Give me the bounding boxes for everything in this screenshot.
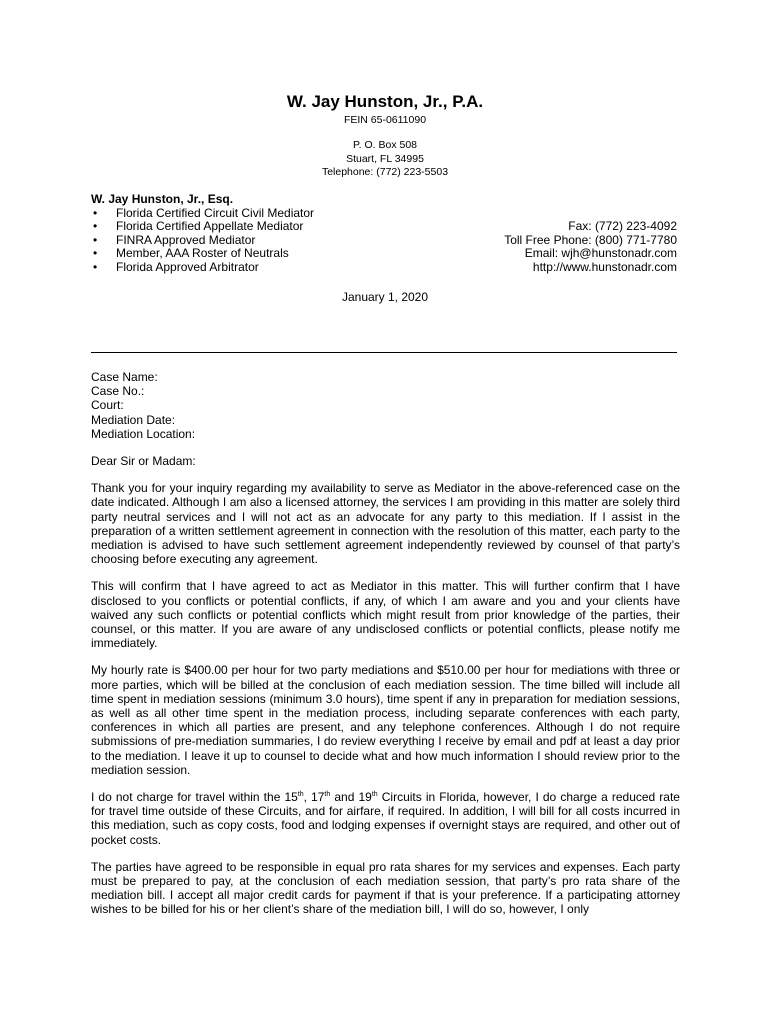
mediation-date-label: Mediation Date: [91, 412, 176, 427]
paragraph-travel: I do not charge for travel within the 15th, 17th and 19th Circuits in Florida, however, I do charge a reduced rate for travel time outside of these Circuits, and for airfare, if required. In addition, I will bill for all costs incurred in this mediation, such as copy costs, food and lodging expenses if overnight stays are required, and other out of pocket costs. [91, 790, 680, 847]
paragraph-payment: The parties have agreed to be responsible in equal pro rata shares for my services and expenses. Each party must be prepared to pay, at the conclusion of each mediation session, that party’s pro rata share of the mediation bill. I accept all major credit cards for payment if that is your preference. If a participating attorney wishes to be billed for his or her client’s share of the mediation bill, I will do so, however, I only [91, 859, 680, 917]
credential-item: • Florida Certified Circuit Civil Mediator [93, 205, 315, 220]
bullet-icon: • [93, 232, 98, 247]
case-number-label: Case No.: [91, 384, 145, 399]
firm-title: W. Jay Hunston, Jr., P.A. [286, 92, 484, 111]
mediator-name: W. Jay Hunston, Jr., Esq. [91, 192, 234, 206]
paragraph-inquiry: Thank you for your inquiry regarding my availability to serve as Mediator in the above-referenced case on the date indicated. Although I am also a licensed attorney, the services I am providing in this matter are solely third party neutral services and I will not act as an advocate for any party to this mediation. If I assist in the preparation of a written settlement agreement in connection with the resolution of this matter, each party to the mediation is advised to have such settlement agreement independently reviewed by counsel of that party’s choosing before executing any agreement. [91, 481, 680, 567]
address-line: Stuart, FL 34995 [346, 152, 424, 165]
bullet-icon: • [93, 219, 98, 234]
bullet-icon: • [93, 246, 98, 261]
court-label: Court: [91, 398, 124, 413]
bullet-icon: • [93, 259, 98, 274]
credential-list [91, 207, 314, 275]
paragraph-conflicts: This will confirm that I have agreed to act as Mediator in this matter. This will further confirm that I have disclosed to you conflicts or potential conflicts, if any, of which I am aware and you and your clients have waived any such conflicts or potential conflicts which might result from prior knowledge of the parties, their counsel, or this matter. If you are aware of any undisclosed conflicts or potential conflicts, please notify me immediately. [91, 579, 680, 651]
credential-item: • Member, AAA Roster of Neutrals [93, 246, 289, 261]
telephone-line: Telephone: (772) 223-5503 [321, 166, 449, 178]
fein-number: FEIN 65-0611090 [343, 114, 427, 126]
salutation: Dear Sir or Madam: [91, 453, 196, 468]
case-name-label: Case Name: [91, 370, 158, 384]
divider-line [91, 352, 677, 353]
credential-item: • Florida Certified Appellate Mediator [93, 219, 304, 234]
toll-free-phone: Toll Free Phone: (800) 771-7780 [504, 232, 677, 247]
firm-address [0, 139, 770, 180]
email-address[interactable]: Email: wjh@hunstonadr.com [524, 246, 677, 261]
case-fields [91, 370, 680, 441]
fax-number: Fax: (772) 223-4092 [568, 219, 677, 233]
credential-item: • Florida Approved Arbitrator [93, 259, 259, 274]
letter-body [91, 370, 680, 930]
bullet-icon: • [93, 205, 98, 220]
mediator-block [91, 193, 314, 275]
mediation-location-label: Mediation Location: [91, 426, 196, 441]
paragraph-rates: My hourly rate is $400.00 per hour for two party mediations and $510.00 per hour for mediations with three or more parties, which will be billed at the conclusion of each mediation session. The time billed will include all time spent in mediation sessions (minimum 3.0 hours), time spent if any in preparation for mediation sessions, as well as all other time spent in the mediation process, including separate conferences with each party, conferences in which all parties are present, and any telephone conferences. Although I do not require submissions of pre-mediation summaries, I do review everything I receive by email and pdf at least a day prior to the mediation. I leave it up to counsel to decide what and how much information I should review prior to the mediation session. [91, 663, 680, 777]
letter-date: January 1, 2020 [341, 290, 429, 304]
contact-block [504, 220, 677, 274]
address-line: P. O. Box 508 [352, 139, 417, 151]
credential-item: • FINRA Approved Mediator [93, 232, 256, 247]
website-link[interactable]: http://www.hunstonadr.com [532, 259, 677, 274]
